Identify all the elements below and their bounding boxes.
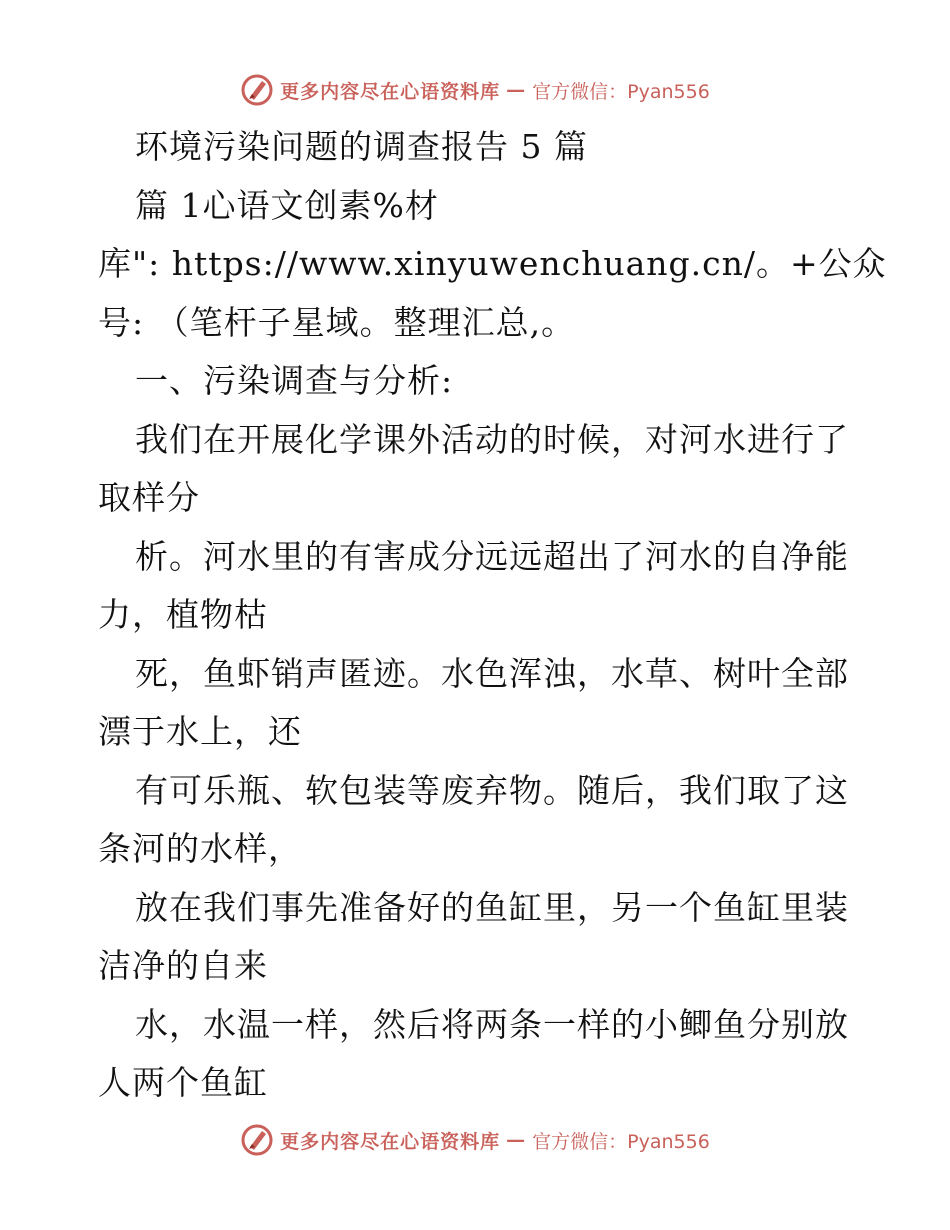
section-heading: 一、污染调查与分析:: [135, 361, 454, 400]
text-line: 篇 1心语文创素%材: [135, 185, 439, 225]
text-line: 取样分: [98, 478, 200, 517]
document-title: 环境污染问题的调查报告 5 篇: [135, 127, 588, 166]
text-line: 漂于水上，还: [98, 712, 302, 751]
banner-separator: —: [506, 79, 527, 101]
text-line: 条河的水样，: [98, 829, 302, 868]
banner-wechat-text: 官方微信：Pyan556: [532, 1130, 710, 1153]
text-line: 有可乐瓶、软包装等废弃物。随后，我们取了这: [135, 770, 849, 810]
text-line: 库": https://www.xinyuwenchuang.cn/。+公众: [98, 244, 887, 283]
document-body: [98, 118, 887, 1113]
banner-wechat-text: 官方微信：Pyan556: [532, 80, 710, 103]
logo-icon: [240, 1123, 274, 1157]
text-line: 死，鱼虾销声匿迹。水色浑浊，水草、树叶全部: [135, 653, 849, 693]
text-line: 人两个鱼缸: [98, 1063, 268, 1102]
text-line: 析。河水里的有害成分远远超出了河水的自净能: [135, 536, 849, 576]
banner-separator: —: [506, 1129, 527, 1151]
banner-site-text: 更多内容尽在心语资料库: [280, 80, 501, 103]
footer-banner: [0, 1120, 950, 1160]
banner-site-text: 更多内容尽在心语资料库: [280, 1130, 501, 1153]
text-line: 放在我们事先准备好的鱼缸里，另一个鱼缸里装: [135, 887, 849, 927]
text-line: 洁净的自来: [98, 946, 268, 985]
text-line: 号: （笔杆子星域。整理汇总,。: [98, 302, 576, 342]
header-banner: [0, 70, 950, 110]
text-line: 水，水温一样，然后将两条一样的小鲫鱼分别放: [135, 1004, 849, 1044]
logo-icon: [240, 73, 274, 107]
text-line: 力，植物枯: [98, 595, 268, 634]
text-line: 我们在开展化学课外活动的时候，对河水进行了: [135, 419, 849, 459]
